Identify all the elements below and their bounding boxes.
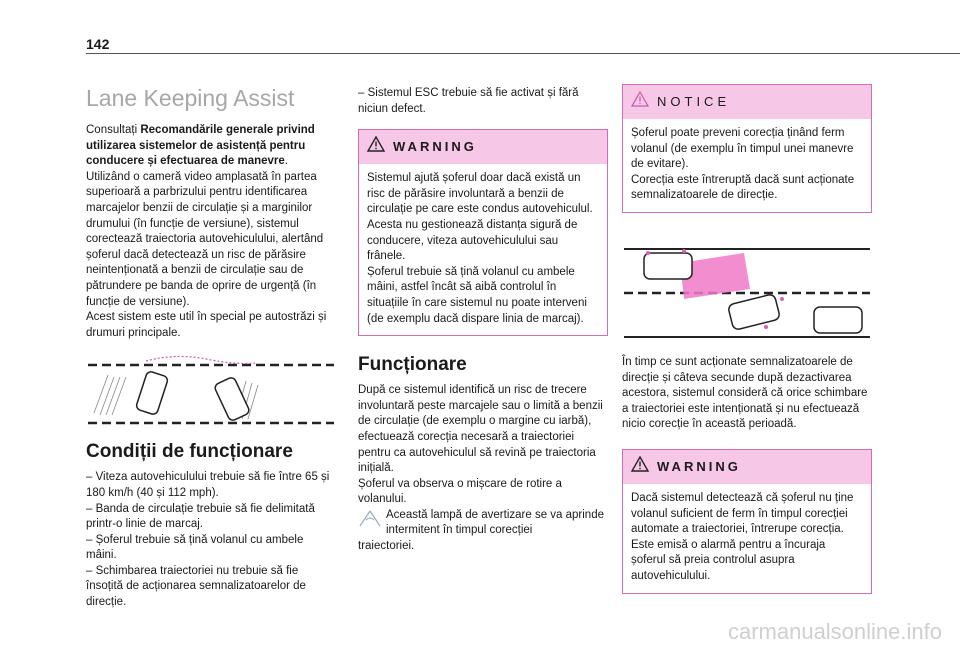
warning-body [359,164,607,335]
notice-text: Șoferul poate preveni corecția ținând ferm volanul (de exemplu în timpul unei manevre de evitare). [631,127,854,171]
warning-text: Dacă sistemul detectează că șoferul nu ține volanul suficient de ferm în timpul corecției automate a traiectoriei, întrerupe corecția. Este emisă o alarmă pentru a încuraja șoferul să preia controlul asupra autovehiculului. [631,491,854,582]
turn-signal-illustration [622,241,872,341]
esc-condition: – Sistemul ESC trebuie să fie activat și fără niciun defect. [358,87,579,115]
warning-header-2 [623,450,871,484]
warning-triangle-icon [631,456,649,478]
notice-box [622,84,872,213]
column-2 [358,86,608,555]
warning-label: WARNING [393,139,477,155]
warning-label-2: WARNING [657,459,741,475]
intro-link[interactable]: Recomandările generale privind utilizarea sistemelor de asistență pentru conducere și efectuarea de manevre [86,124,315,168]
lane-warning-lamp-icon [358,508,386,539]
warning-text: Șoferul trebuie să țină volanul cu ambele mâini, astfel încât să aibă controlul în situațiile în care sistemul nu poate interveni (de exemplu dacă dispare linia de marcaj). [367,265,587,325]
column-3 [622,84,872,606]
warning-triangle-icon [367,136,385,158]
warning-header [359,130,607,164]
description-paragraph: Utilizând o cameră video amplasată în partea superioară a parbrizului pentru identificarea marcajelor benzii de circulație și a marginilor drumului (în funcție de versiune), sistemul corectează traiectoria autovehiculului, alertând șoferul dacă detectează un risc de părăsire neintenționată a benzii de circulație sau de pătrundere pe banda de oprire de urgență (în funcție de versiune). [86,170,324,308]
page-number: 142 [86,36,110,52]
lane-keeping-illustration [86,355,336,425]
signal-paragraph: În timp ce sunt acționate semnalizatoarele de direcție și câteva secunde după dezactivarea acestora, sistemul consideră că orice schimbare a traiectoriei este intenționată și nu efectuează nicio corecție în această perioadă. [622,355,868,431]
warning-box-2 [622,449,872,594]
operation-heading: Funcționare [358,354,467,376]
usage-paragraph: Acest sistem este util în special pe autostrăzi și drumuri principale. [86,311,327,339]
notice-label: NOTICE [657,94,731,110]
steering-paragraph: Șoferul va observa o mișcare de rotire a volanului. [358,477,562,506]
warning-box [358,129,608,336]
lamp-text: Această lampă de avertizare se va aprinde intermitent în timpul corecției [386,508,604,537]
lamp-text-end: traiectoriei. [358,540,415,553]
warning-text: Sistemul ajută șoferul doar dacă există un risc de părăsire involuntară a benzii de circulație pe care este condus autovehiculul. Acesta nu gestionează distanța sigură de conducere, viteza autovehiculului sau frânele. [367,172,593,263]
header-rule [86,53,960,54]
conditions-heading: Condiții de funcționare [86,441,293,463]
warning-body-2 [623,484,871,593]
warning-lamp-note [358,508,608,539]
condition-item: – Viteza autovehiculului trebuie să fie între 65 și 180 km/h (40 și 112 mph). [86,471,330,499]
intro-text: Consultați [86,124,141,136]
section-title: Lane Keeping Assist [86,85,295,111]
intro-paragraph [86,123,336,170]
condition-item: – Banda de circulație trebuie să fie delimitată printr-o linie de marcaj. [86,502,315,531]
intro-end: . [284,155,288,168]
operation-paragraph: După ce sistemul identifică un risc de trecere involuntară peste marcajele sau o limită a benzii de circulație (de exemplu o margine cu iarbă), efectuează corecția necesară a traiectoriei pentru ca autovehiculul să revină pe traiectoria inițială. [358,384,603,475]
notice-body [623,119,871,212]
column-1 [86,68,336,611]
notice-header [623,85,871,119]
notice-triangle-icon [631,91,649,113]
watermark: carmanualsonline.info [727,619,942,644]
notice-text: Corecția este întreruptă dacă sunt acționate semnalizatoarele de direcție. [631,173,855,202]
condition-item: – Șoferul trebuie să țină volanul cu ambele mâini. [86,533,304,562]
condition-item: – Schimbarea traiectoriei nu trebuie să fie însoțită de acționarea semnalizatoarelor de direcție. [86,564,306,609]
